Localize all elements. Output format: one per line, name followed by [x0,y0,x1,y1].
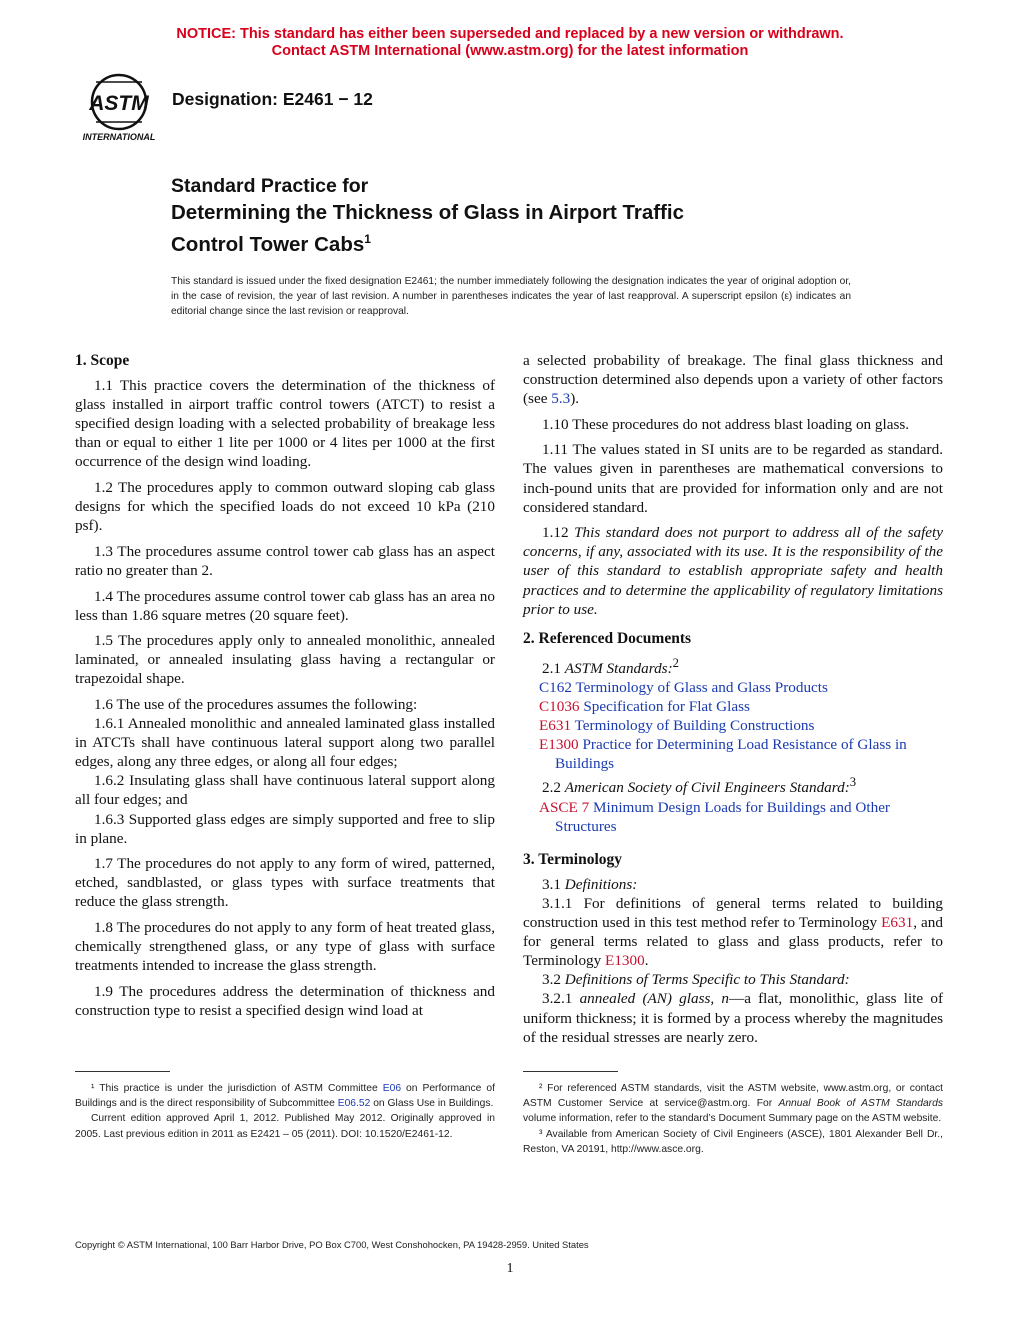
text-span: volume information, refer to the standard’s Document Summary page on the ASTM website. [523,1113,942,1125]
text-span: Definitions of Terms Specific to This Standard: [564,971,850,989]
notice-line-2: Contact ASTM International (www.astm.org) for the latest information [271,43,749,59]
reference-item[interactable] [523,798,943,836]
text-span: Annual Book of ASTM Standards [778,1098,943,1110]
document-title [171,173,684,258]
footnote-marker: 3 [849,775,857,790]
reference-item[interactable] [523,735,943,773]
subcommittee-link[interactable]: E06.52 [337,1098,371,1110]
paragraph-1-3: 1.3 The procedures assume control tower cab glass has an aspect ratio no greater than 2. [75,542,495,579]
standard-link-e1300[interactable]: E1300 [605,952,645,970]
section-heading-scope: 1. Scope [75,352,130,369]
text-span: —a flat, monolithic, glass lite of uniform thickness; it is formed by a process whereby the magnitudes of the residual stresses are nearly zero. [523,990,944,1046]
footnotes-right [523,1081,943,1157]
paragraph-1-7: 1.7 The procedures do not apply to any form of wired, patterned, etched, sandblasted, or glass types with surface treatments that reduce the glass strength. [75,855,495,911]
text-span: Definitions: [564,875,638,893]
committee-link[interactable]: E06 [382,1083,402,1094]
text-span: 3.1.1 For definitions of general terms related to building construction used in this test method refer to Terminology [523,894,943,932]
reference-title-link[interactable]: Minimum Design Loads for Buildings and Other Structures [555,798,890,835]
notice-line-1: NOTICE: This standard has either been superseded and replaced by a new version or withdrawn. [176,26,844,42]
logo-letters: ASTM [89,92,149,115]
footnote-divider [523,1071,618,1072]
paragraph-1-9: 1.9 The procedures address the determination of thickness and construction type to resist a specified design wind load at [75,982,495,1019]
reference-title-link[interactable]: Specification for Flat Glass [583,698,750,716]
logo-caption: INTERNATIONAL [82,132,156,142]
text-span: American Society of Civil Engineers Standard: [564,779,850,797]
footnotes-left [75,1081,495,1142]
footnote-divider [75,1071,170,1072]
reference-item[interactable] [523,716,943,735]
text-span: 2.1 [542,659,565,677]
paragraph-1-12 [523,523,943,618]
designation-value: E2461 − 12 [282,89,373,109]
reference-code-link[interactable]: E1300 [539,736,579,754]
text-span: a selected probability of breakage. The final glass thickness and construction determined also depends upon a variety of other factors (see [523,352,943,408]
paragraph-1-1: 1.1 This practice covers the determination of the thickness of glass installed in airport traffic control towers (ATCT) to resist a specified design loading with a selected probability of breakage less than or equal to either 1 lite per 1000 or 4 lites per 1000 at the first occurrence of the design wind loading. [75,377,495,471]
text-span: . [644,952,649,970]
paragraph-2-2 [523,773,943,797]
reference-item[interactable] [523,697,943,716]
text-span: ² For referenced ASTM standards, visit the ASTM website, www.astm.org, or contact ASTM Customer Service at service@astm.org. For [523,1083,943,1110]
paragraph-1-11: 1.11 The values stated in SI units are to be regarded as standard. The values given in parentheses are mathematical conversions to inch-pound units that are provided for information only and are not considered standard. [523,441,943,516]
issue-note: This standard is issued under the fixed designation E2461; the number immediately following the designation indicates the year of original adoption or, in the case of revision, the year of last revision. A number in parentheses indicates the year of last reapproval. A superscript epsilon (ε) indicates an editorial change since the last revision or reapproval. [171,276,851,317]
reference-code-link[interactable]: C162 [539,678,572,696]
footnote-marker: 2 [672,655,679,670]
reference-item[interactable] [523,678,943,697]
designation-label: Designation: [172,89,278,109]
withdrawal-notice [0,26,1020,60]
text-span: 3.2.1 [542,990,580,1008]
reference-code-link[interactable]: E631 [539,717,572,735]
astm-logo [74,72,164,147]
title-footnote-marker: 1 [364,232,371,246]
right-column [523,351,943,1047]
paragraph-2-1 [523,654,943,678]
defined-term: annealed (AN) glass, n [579,990,729,1008]
paragraph-1-10: 1.10 These procedures do not address blast loading on glass. [542,415,910,433]
reference-title-link[interactable]: Practice for Determining Load Resistance of Glass in Buildings [555,736,907,773]
paragraph-3-1-1 [523,894,943,970]
reference-code-link[interactable]: C1036 [539,698,580,716]
reference-code-link[interactable]: ASCE 7 [539,798,590,816]
section-heading-referenced-documents: 2. Referenced Documents [523,629,692,647]
reference-title-link[interactable]: Terminology of Glass and Glass Products [575,678,828,696]
standard-link-e631[interactable]: E631 [881,914,914,932]
text-span: ¹ This practice is under the jurisdiction of ASTM Committee [91,1083,383,1094]
page-number: 1 [506,1261,514,1276]
text-span: 3.1 [542,875,565,893]
title-line-1: Determining the Thickness of Glass in Airport Traffic [171,201,684,224]
text-span: 3.2 [542,971,565,989]
paragraph-1-8: 1.8 The procedures do not apply to any form of heat treated glass, chemically strengthened glass, or any type of glass with surface treatments intended to increase the glass strength. [75,919,495,975]
paragraph-1-6: 1.6 The use of the procedures assumes the following: [94,696,418,713]
paragraph-1-4: 1.4 The procedures assume control tower cab glass has an area no less than 1.86 square metres (20 square feet). [75,587,495,624]
paragraph-3-2 [523,970,943,989]
paragraph-1-6-1: 1.6.1 Annealed monolithic and annealed laminated glass installed in ATCTs shall have continuous lateral support along two parallel edges, along any three edges, or along all four edges; [75,715,495,771]
footnote-1 [75,1081,495,1111]
text-span: on Performance of Buildings and is the direct responsibility of Subcommittee [75,1083,495,1110]
footnote-3: ³ Available from American Society of Civil Engineers (ASCE), 1801 Alexander Bell Dr., Reston, VA 20191, http://www.asce.org. [523,1128,943,1155]
paragraph-1-9-continued [523,351,943,408]
paragraph-1-6-3: 1.6.3 Supported glass edges are simply supported and free to slip in plane. [75,810,495,847]
paragraph-3-1 [523,875,943,894]
footnote-2 [523,1081,943,1127]
designation [172,89,373,110]
section-link-5-3[interactable]: 5.3 [551,390,571,408]
footnote-1-edition: Current edition approved April 1, 2012. Published May 2012. Originally approved in 2005. Last previous edition in 2011 as E2421 – 05 (2011). DOI: 10.1520/E2461-12. [75,1113,495,1140]
text-span: on Glass Use in Buildings. [370,1098,494,1110]
copyright-line: Copyright © ASTM International, 100 Barr Harbor Drive, PO Box C700, West Conshohocken, PA 19428-2959. United States [75,1239,589,1250]
text-span: , and for general terms related to glass and glass products, refer to Terminology [523,914,943,970]
safety-caveat: This standard does not purport to address all of the safety concerns, if any, associated with its use. It is the responsibility of the user of this standard to establish appropriate safety and health practices and to determine the applicability of regulatory limitations prior to use. [523,524,943,618]
text-span: 2.2 [542,779,565,797]
left-column [75,351,495,1027]
paragraph-1-2: 1.2 The procedures apply to common outward sloping cab glass designs for which the specified loads do not exceed 10 kPa (210 psf). [75,479,495,535]
paragraph-1-6-2: 1.6.2 Insulating glass shall have continuous lateral support along all four edges; and [75,772,495,809]
text-span: ASTM Standards: [564,659,673,677]
section-heading-terminology: 3. Terminology [523,850,623,868]
text-span: 1.12 [542,524,575,542]
paragraph-3-2-1 [523,989,943,1046]
title-prefix: Standard Practice for [171,175,369,197]
paragraph-1-5: 1.5 The procedures apply only to annealed monolithic, annealed laminated, or annealed insulating glass having a rectangular or trapezoidal shape. [75,632,495,688]
title-line-2: Control Tower Cabs [171,232,365,256]
reference-title-link[interactable]: Terminology of Building Constructions [574,717,815,735]
text-span: ). [570,390,580,408]
